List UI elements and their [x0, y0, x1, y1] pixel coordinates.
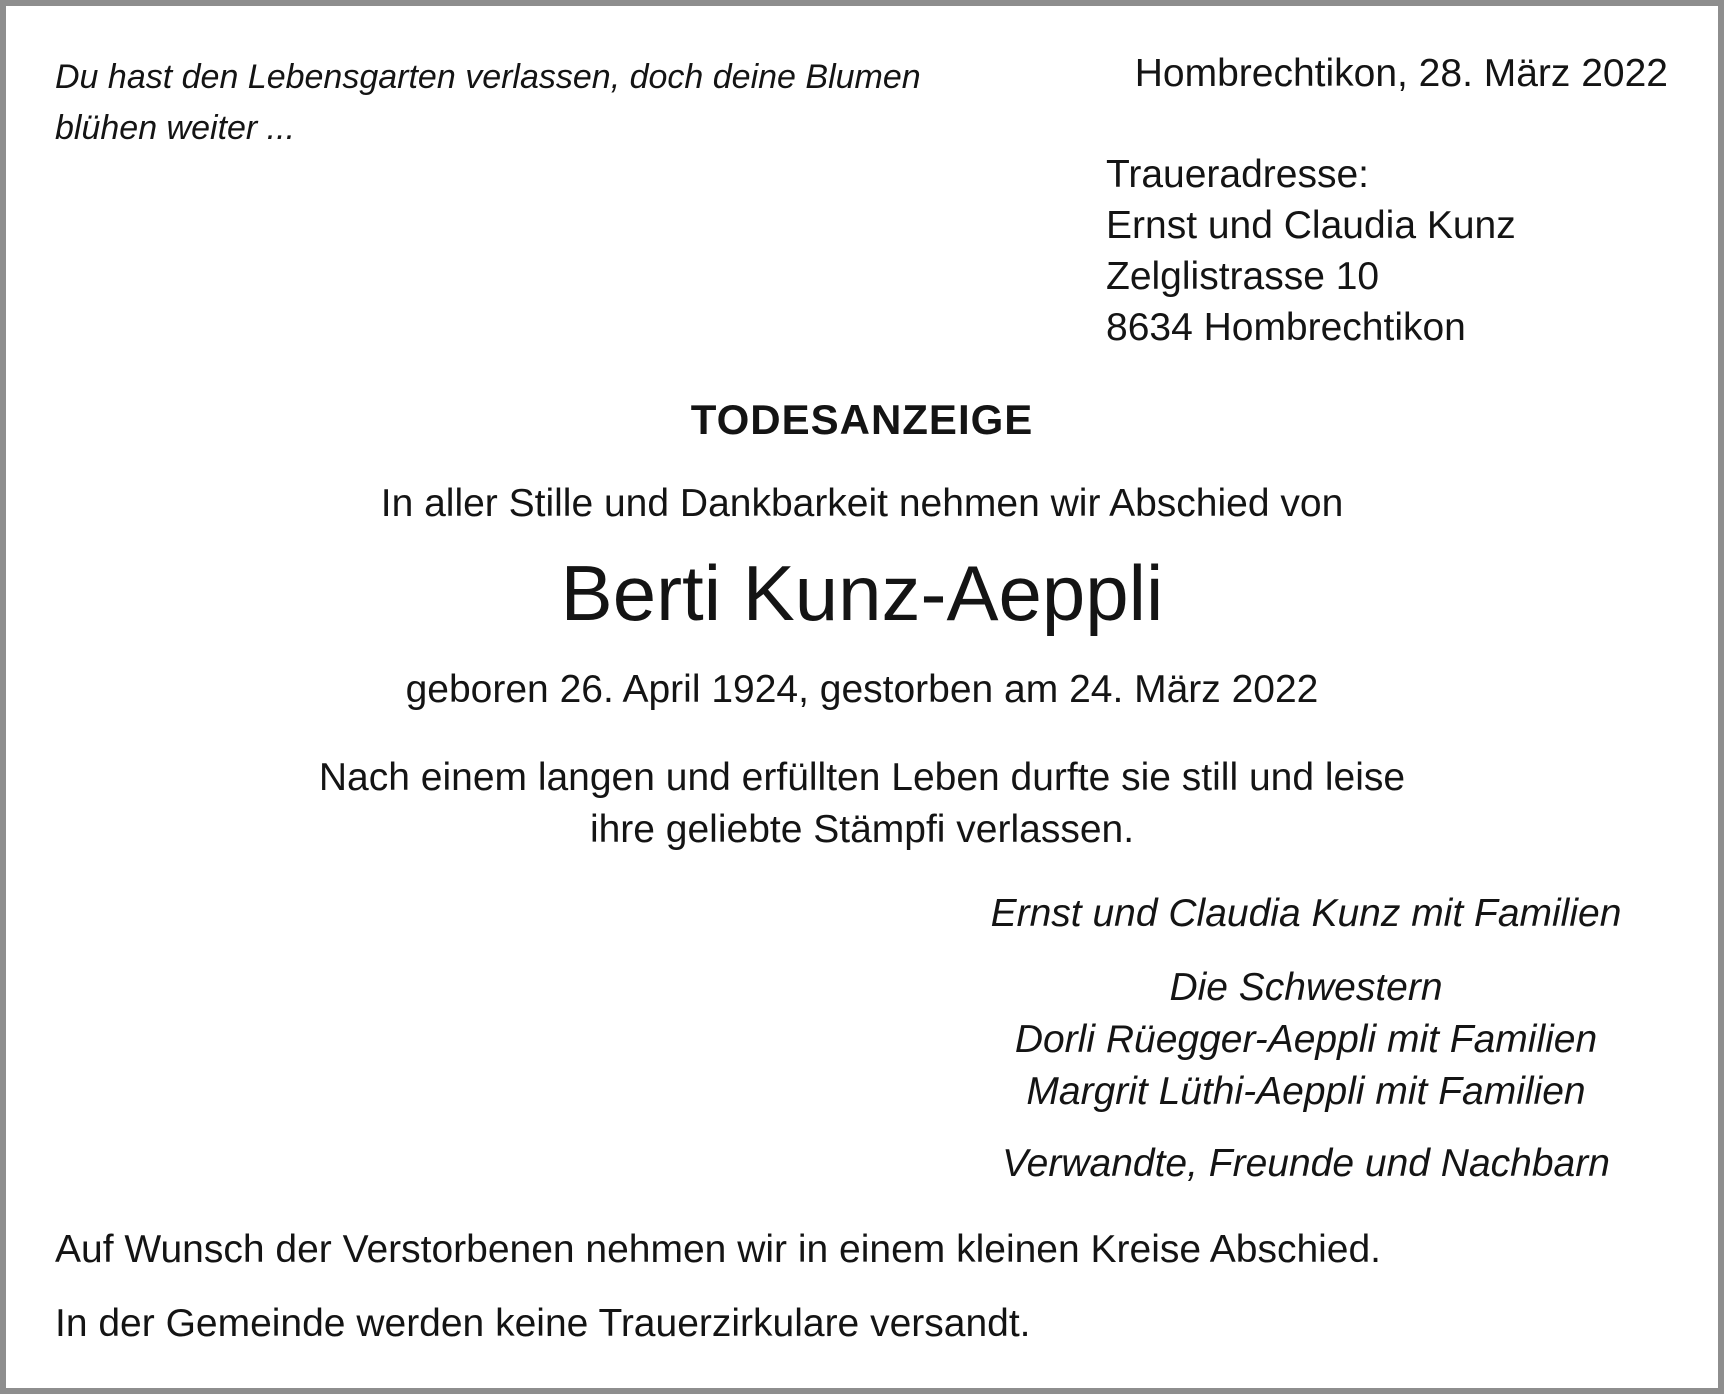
address-line-street: Zelglistrasse 10 — [1106, 255, 1380, 298]
place-and-date: Hombrechtikon, 28. März 2022 — [1134, 52, 1668, 95]
address-line-city: 8634 Hombrechtikon — [1106, 306, 1466, 349]
mourner-others: Verwandte, Freunde und Nachbarn — [1002, 1142, 1610, 1185]
mourning-address — [1106, 149, 1516, 353]
motto-quote — [55, 52, 1055, 154]
address-label: Traueradresse: — [1106, 153, 1370, 196]
note-farewell: Auf Wunsch der Verstorbenen nehmen wir in einem kleinen Kreise Abschied. — [55, 1228, 1382, 1271]
mourner-family: Ernst und Claudia Kunz mit Familien — [990, 892, 1622, 935]
sister-1: Dorli Rüegger-Aeppli mit Familien — [1014, 1018, 1598, 1061]
farewell-message — [0, 752, 1724, 856]
deceased-name: Berti Kunz-Aeppli — [560, 549, 1164, 637]
note-no-circulars: In der Gemeinde werden keine Trauerzirkulare versandt. — [55, 1302, 1031, 1345]
message-line-2: ihre geliebte Stämpfi verlassen. — [589, 808, 1135, 851]
motto-line-1: Du hast den Lebensgarten verlassen, doch deine Blumen — [55, 58, 921, 96]
announcement-heading: TODESANZEIGE — [690, 396, 1034, 443]
message-line-1: Nach einem langen und erfüllten Leben durfte sie still und leise — [318, 756, 1406, 799]
motto-line-2: blühen weiter ... — [55, 109, 296, 147]
sisters-label: Die Schwestern — [1169, 966, 1443, 1009]
mourner-sisters — [890, 962, 1722, 1118]
sister-2: Margrit Lüthi-Aeppli mit Familien — [1026, 1070, 1586, 1113]
life-dates: geboren 26. April 1924, gestorben am 24. März 2022 — [405, 668, 1319, 711]
intro-text: In aller Stille und Dankbarkeit nehmen wir Abschied von — [380, 482, 1344, 525]
address-line-name: Ernst und Claudia Kunz — [1106, 204, 1516, 247]
